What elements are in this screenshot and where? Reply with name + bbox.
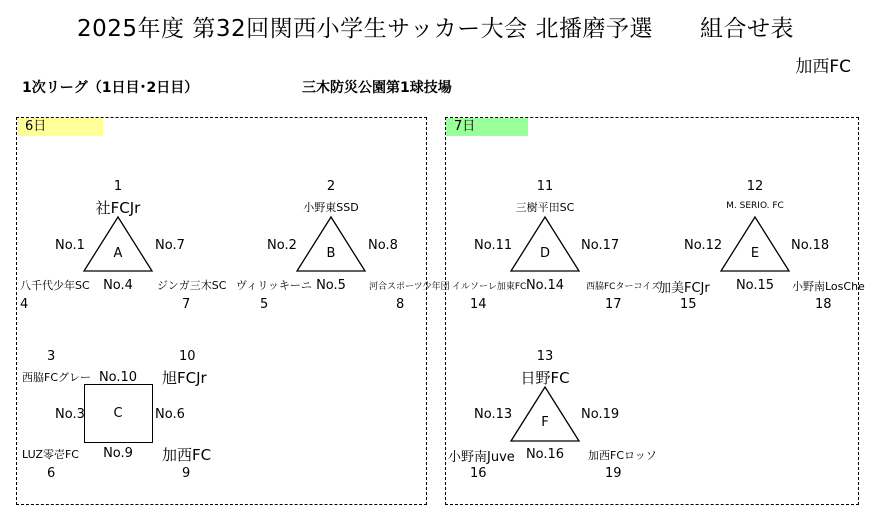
- group-b-top-team: 小野東SSD: [303, 201, 359, 214]
- group-a-right-team: ジンガ三木SC: [157, 279, 227, 292]
- group-f-match-left: No.13: [474, 407, 513, 422]
- group-e-match-right: No.18: [791, 238, 830, 253]
- group-f-letter: F: [541, 415, 549, 430]
- group-e-top-team: M. SERIO. FC: [726, 201, 784, 211]
- day2-label: 7日: [446, 118, 528, 136]
- group-d-right-num: 17: [605, 297, 622, 312]
- venue-label: 三木防災公園第1球技場: [302, 80, 452, 96]
- group-b-top-num: 2: [326, 179, 336, 194]
- group-b-left-team: ヴィリッキーニ: [236, 279, 312, 292]
- group-e-right-team: 小野南LosChe: [792, 280, 865, 293]
- group-b-match-left: No.2: [267, 238, 297, 253]
- page-title: 2025年度 第32回関西小学生サッカー大会 北播磨予選 組合せ表: [77, 16, 794, 42]
- group-c-bl-team: LUZ零壱FC: [22, 448, 79, 461]
- group-d-right-team: 西脇FCターコイズ: [586, 282, 661, 292]
- group-f-right-team: 加西FCロッソ: [588, 449, 657, 462]
- group-f-left-num: 16: [470, 466, 487, 481]
- group-e-letter: E: [750, 246, 760, 261]
- group-a-match-left: No.1: [55, 238, 85, 253]
- group-d-letter: D: [539, 246, 551, 261]
- group-f-right-num: 19: [605, 466, 622, 481]
- group-e-left-num: 15: [680, 297, 697, 312]
- group-c-bl-num: 6: [47, 466, 56, 481]
- group-a-right-num: 7: [182, 297, 191, 312]
- group-c-tr-team: 旭FCJr: [162, 369, 207, 387]
- group-b-letter: B: [326, 246, 336, 261]
- group-a-top-team: 社FCJr: [95, 199, 141, 217]
- group-b-match-bottom: No.5: [316, 278, 346, 293]
- group-f-top-num: 13: [536, 349, 554, 364]
- group-a-left-num: 4: [20, 297, 29, 312]
- group-b-right-team: 河合スポーツ少年団: [369, 282, 450, 292]
- group-d-left-num: 14: [470, 297, 487, 312]
- group-e-right-num: 18: [815, 297, 832, 312]
- group-c-tl-num: 3: [47, 349, 56, 364]
- group-b-match-right: No.8: [368, 238, 398, 253]
- group-c-match-top: No.10: [98, 370, 138, 385]
- group-a-top-num: 1: [113, 179, 123, 194]
- group-a-letter: A: [113, 246, 123, 261]
- host-team: 加西FC: [795, 57, 851, 77]
- group-e-match-bottom: No.15: [735, 278, 775, 293]
- group-c-match-bottom: No.9: [103, 446, 133, 461]
- group-f-top-team: 日野FC: [520, 369, 570, 387]
- group-a-match-bottom: No.4: [103, 278, 133, 293]
- group-e-match-left: No.12: [684, 238, 723, 253]
- group-b-right-num: 8: [396, 297, 405, 312]
- group-a-match-right: No.7: [155, 238, 185, 253]
- group-f-left-team: 小野南Juve: [448, 450, 515, 465]
- group-d-match-bottom: No.14: [525, 278, 565, 293]
- round-label: 1次リーグ（1日目･2日目）: [22, 80, 199, 96]
- group-d-top-num: 11: [536, 179, 554, 194]
- group-a-left-team: 八千代少年SC: [20, 279, 90, 292]
- group-d-top-team: 三樹平田SC: [515, 201, 575, 214]
- group-d-match-right: No.17: [581, 238, 620, 253]
- group-d-left-team: イルソーレ加東FC: [452, 282, 527, 292]
- day1-label: 6日: [17, 118, 103, 136]
- group-c-match-left: No.3: [55, 407, 85, 422]
- group-e-left-team: 加美FCJr: [658, 281, 710, 296]
- group-c-br-team: 加西FC: [162, 446, 212, 464]
- group-b-left-num: 5: [260, 297, 269, 312]
- group-c-tl-team: 西脇FCグレー: [22, 371, 92, 384]
- group-f-match-right: No.19: [581, 407, 620, 422]
- group-d-match-left: No.11: [474, 238, 513, 253]
- group-e-top-num: 12: [746, 179, 764, 194]
- group-c-br-num: 9: [182, 466, 191, 481]
- group-c-match-right: No.6: [155, 407, 185, 422]
- group-c-tr-num: 10: [179, 349, 196, 364]
- group-f-match-bottom: No.16: [525, 447, 565, 462]
- group-c-letter: C: [113, 406, 123, 421]
